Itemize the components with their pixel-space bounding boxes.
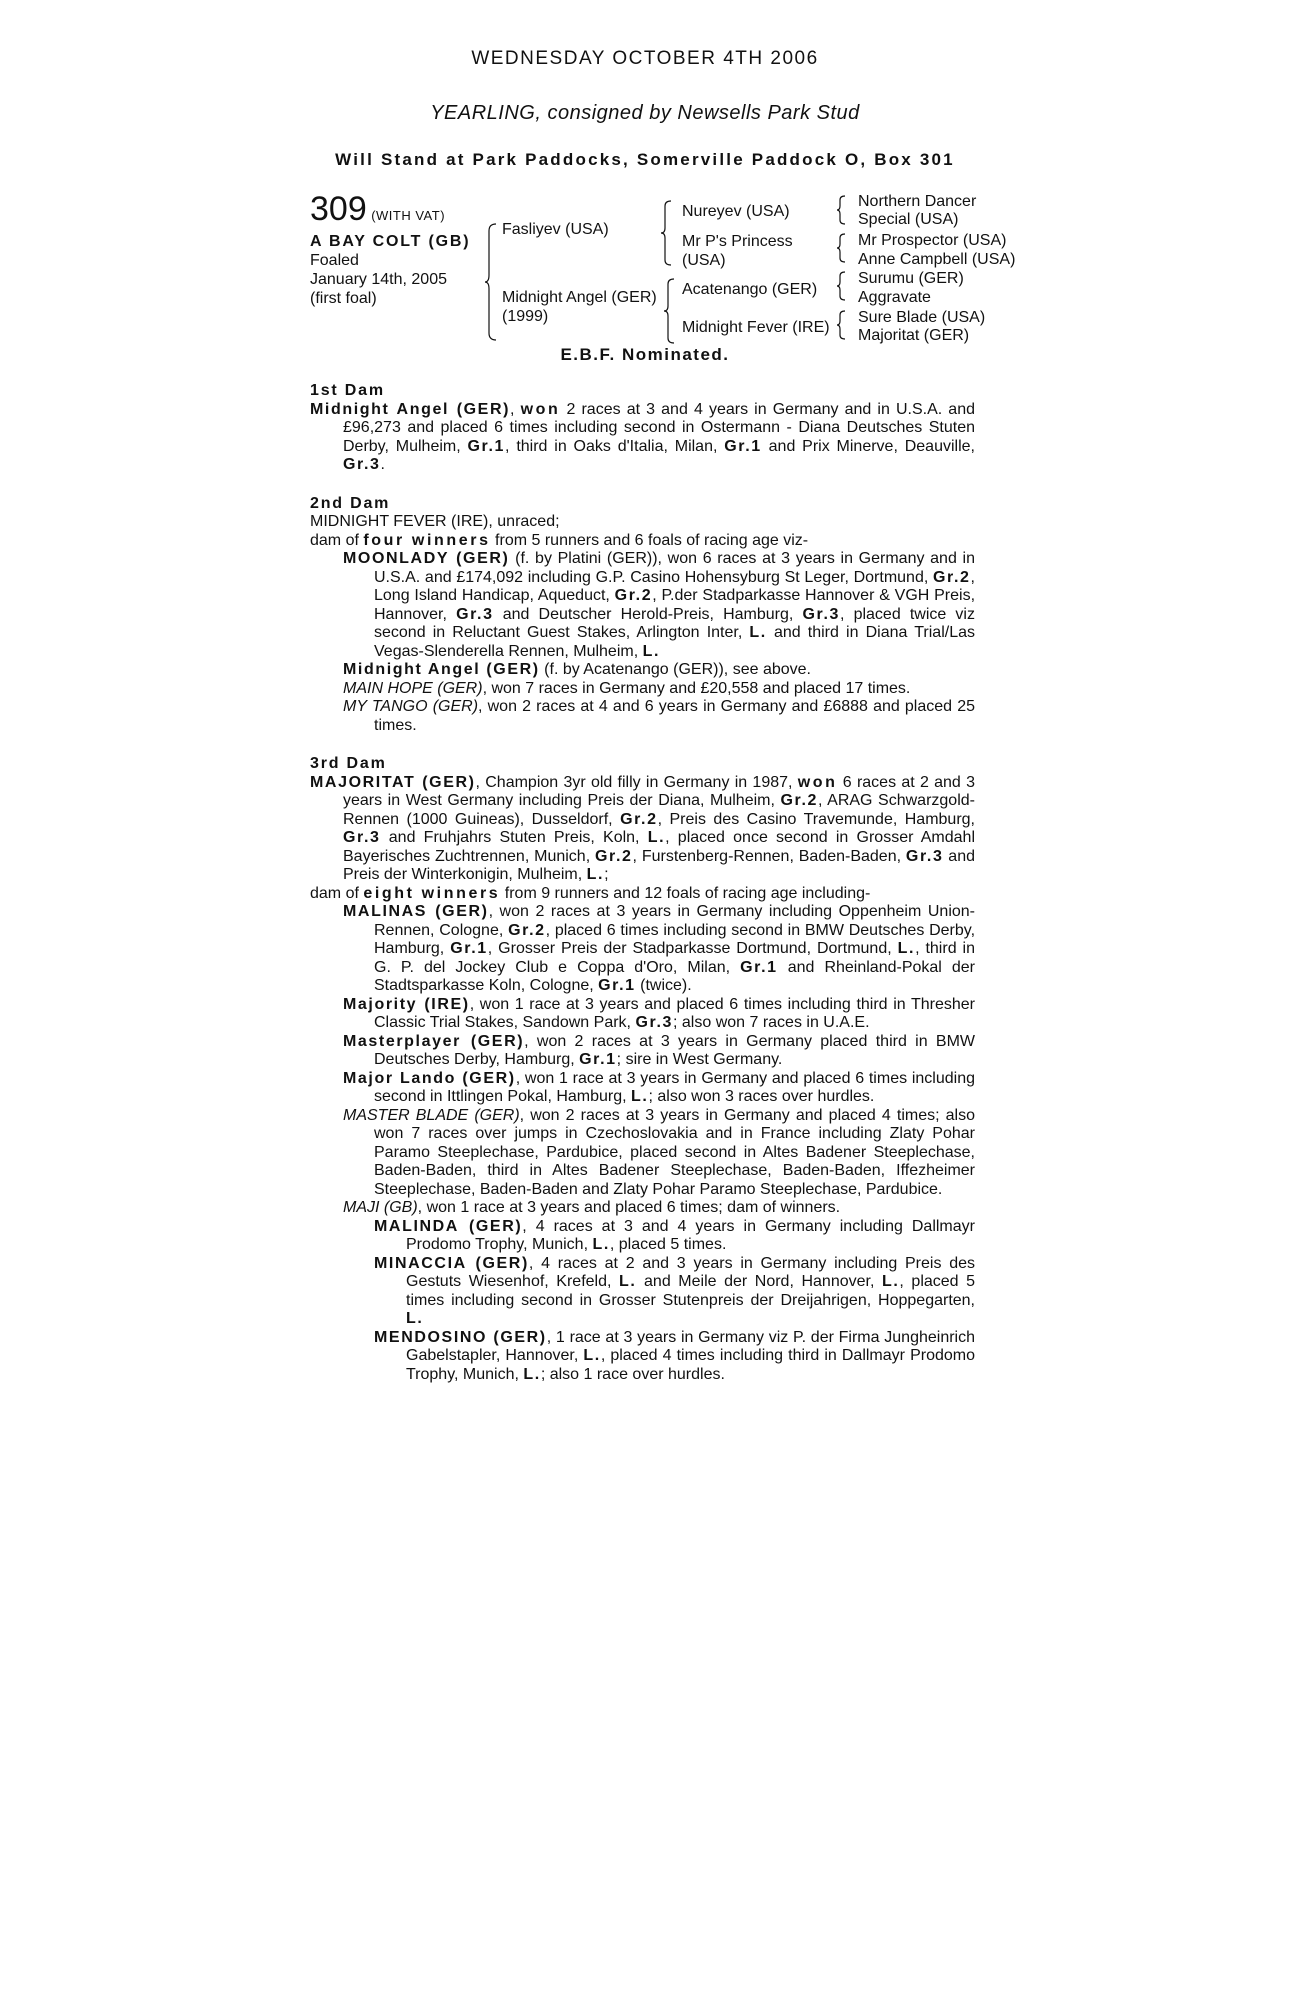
produce-maji: MAJI (GB), won 1 race at 3 years and placed 6 times; dam of winners. xyxy=(343,1199,841,1216)
stand-location: Will Stand at Park Paddocks, Somerville Paddock O, Box 301 xyxy=(335,150,955,169)
consignment-line: YEARLING, consigned by Newsells Park Stud xyxy=(430,102,860,124)
sale-date: WEDNESDAY OCTOBER 4TH 2006 xyxy=(471,48,819,69)
pedigree-table xyxy=(0,190,1290,370)
first-dam-won: won xyxy=(520,400,561,418)
produce-masterplayer: Masterplayer (GER), won 2 races at 3 years in Germany placed third in BMW Deutsches Derby, Hamburg, Gr.1; sire in West Germany. xyxy=(343,1032,976,1068)
produce-majority: Majority (IRE), won 1 race at 3 years and placed 6 times including third in Thresher Classic Trial Stakes, Sandown Park, Gr.3; also won 7 races in U.A.E. xyxy=(343,995,975,1031)
produce-master-blade: MASTER BLADE (GER), won 2 races at 3 years in Germany and placed 4 times; also won 7 races over jumps in Czechoslovakia and in France including Zlaty Pohar Paramo Steeplechase, Pardubice, placed second in Altes Badener Steeplechase, Baden-Baden, third in Altes Badener Steeplechase, Baden-Baden, Iffezheimer Steeplechase, Baden-Baden and Zlaty Pohar Paramo Steeplechase, Pardubice. xyxy=(343,1106,976,1198)
brace-dam-parents xyxy=(663,278,675,344)
dam-year: (1999) xyxy=(502,308,549,325)
sire-name: Fasliyev (USA) xyxy=(502,221,609,238)
grandproduce-mendosino: MENDOSINO (GER), 1 race at 3 years in Germany viz P. der Firma Jungheinrich Gabelstapler, Hannover, L., placed 4 times including third in Dallmayr Prodomo Trophy, Munich, L.; also 1 race over hurdles. xyxy=(374,1328,975,1383)
produce-malinas: MALINAS (GER), won 2 races at 3 years in Germany including Oppenheim Union-Rennen, Cologne, Gr.2, placed 6 times including second in BMW Deutsches Derby, Hamburg, Gr.1, Grosser Preis der Stadparkasse Dortmund, Dortmund, L., third in G. P. del Jockey Club e Coppa d'Oro, Milan, Gr.1 and Rheinland-Pokal der Stadtsparkasse Koln, Cologne, Gr.1 (twice). xyxy=(343,903,976,994)
dam-name: Midnight Angel (GER) xyxy=(502,289,657,306)
gen3-special: Special (USA) xyxy=(858,211,959,228)
gen3-aggravate: Aggravate xyxy=(858,289,931,306)
brace-gen3-c xyxy=(836,271,846,301)
vat-note: (WITH VAT) xyxy=(371,208,446,223)
lot-number: 309 xyxy=(310,190,367,228)
produce-major-lando: Major Lando (GER), won 1 race at 3 years in Germany and placed 6 times including second in Ittlingen Pokal, Hamburg, L.; also won 3 races over hurdles. xyxy=(343,1069,975,1105)
first-dam-name: Midnight Angel (GER) xyxy=(310,400,511,418)
sire-dam: Mr P's Princess xyxy=(682,233,793,250)
third-dam-heading: 3rd Dam xyxy=(310,755,387,772)
second-dam-line: MIDNIGHT FEVER (IRE), unraced; xyxy=(310,513,560,530)
third-dam-produce-summary: dam of eight winners from 9 runners and 12 foals of racing age including- xyxy=(310,884,871,902)
second-dam-produce-summary: dam of four winners from 5 runners and 6 foals of racing age viz- xyxy=(310,531,809,549)
first-dam-heading: 1st Dam xyxy=(310,382,385,399)
second-dam-heading: 2nd Dam xyxy=(310,494,391,512)
produce-midnight-angel: Midnight Angel (GER) (f. by Acatenango (GER)), see above. xyxy=(343,661,811,678)
dam-dam: Midnight Fever (IRE) xyxy=(682,319,830,336)
brace-gen3-d xyxy=(836,310,846,340)
produce-main-hope: MAIN HOPE (GER), won 7 races in Germany and £20,558 and placed 17 times. xyxy=(343,679,911,697)
first-foal-note: (first foal) xyxy=(310,290,377,307)
gen3-anne-campbell: Anne Campbell (USA) xyxy=(858,251,1016,268)
gen3-mr-prospector: Mr Prospector (USA) xyxy=(858,232,1007,249)
gen3-sure-blade: Sure Blade (USA) xyxy=(858,309,986,326)
brace-generation-1 xyxy=(484,223,498,341)
lot-number-block xyxy=(310,192,445,226)
brace-gen3-a xyxy=(836,195,846,225)
first-dam-entry: Midnight Angel (GER), won 2 races at 3 and 4 years in Germany and in U.S.A. and £96,273 and placed 6 times including second in Ostermann - Diana Deutsches Stuten Derby, Mulheim, Gr.1, third in Oaks d'Italia, Milan, Gr.1 and Prix Minerve, Deauville, Gr.3. xyxy=(310,400,976,473)
gen3-surumu: Surumu (GER) xyxy=(858,270,964,287)
produce-moonlady: MOONLADY (GER) (f. by Platini (GER)), won 6 races at 3 years in Germany and in U.S.A. and £174,092 including G.P. Casino Hohensyburg St Leger, Dortmund, Gr.2, Long Island Handicap, Aqueduct, Gr.2, P.der Stadparkasse Hannover & VGH Preis, Hannover, Gr.3 and Deutscher Herold-Preis, Hamburg, Gr.3, placed twice viz second in Reluctant Guest Stakes, Arlington Inter, L. and third in Diana Trial/Las Vegas-Slenderella Rennen, Mulheim, L. xyxy=(343,550,976,660)
foaled-label: Foaled xyxy=(310,252,359,269)
third-dam-entry: MAJORITAT (GER), Champion 3yr old filly in Germany in 1987, won 6 races at 2 and 3 years in West Germany including Preis der Diana, Mulheim, Gr.2, ARAG Schwarzgold-Rennen (1000 Guineas), Dusseldorf, Gr.2, Preis des Casino Travemunde, Hamburg, Gr.3 and Fruhjahrs Stuten Preis, Koln, L., placed once second in Grosser Amdahl Bayerisches Zuchtrennen, Munich, Gr.2, Furstenberg-Rennen, Baden-Baden, Gr.3 and Preis der Winterkonigin, Mulheim, L.; xyxy=(310,773,975,883)
grandproduce-minaccia: MINACCIA (GER), 4 races at 2 and 3 years in Germany including Preis des Gestuts Wiesenhof, Krefeld, L. and Meile der Nord, Hannover, L., placed 5 times including second in Grosser Stutenpreis der Dreijahrigen, Hoppegarten, L. xyxy=(374,1254,976,1327)
brace-sire-parents xyxy=(660,200,672,266)
dam-sire: Acatenango (GER) xyxy=(682,281,818,298)
sire-sire: Nureyev (USA) xyxy=(682,203,790,220)
sire-dam-country: (USA) xyxy=(682,252,726,269)
produce-my-tango: MY TANGO (GER), won 2 races at 4 and 6 years in Germany and £6888 and placed 25 times. xyxy=(343,698,975,734)
brace-gen3-b xyxy=(836,233,846,263)
lot-name: A BAY COLT (GB) xyxy=(310,233,471,250)
ebf-nomination: E.B.F. Nominated. xyxy=(560,345,730,364)
foaled-date: January 14th, 2005 xyxy=(310,271,447,288)
gen3-majoritat: Majoritat (GER) xyxy=(858,327,970,344)
grandproduce-malinda: MALINDA (GER), 4 races at 3 and 4 years in Germany including Dallmayr Prodomo Trophy, Munich, L., placed 5 times. xyxy=(374,1217,975,1253)
gen3-northern-dancer: Northern Dancer xyxy=(858,193,977,210)
catalogue-body xyxy=(310,382,975,1384)
